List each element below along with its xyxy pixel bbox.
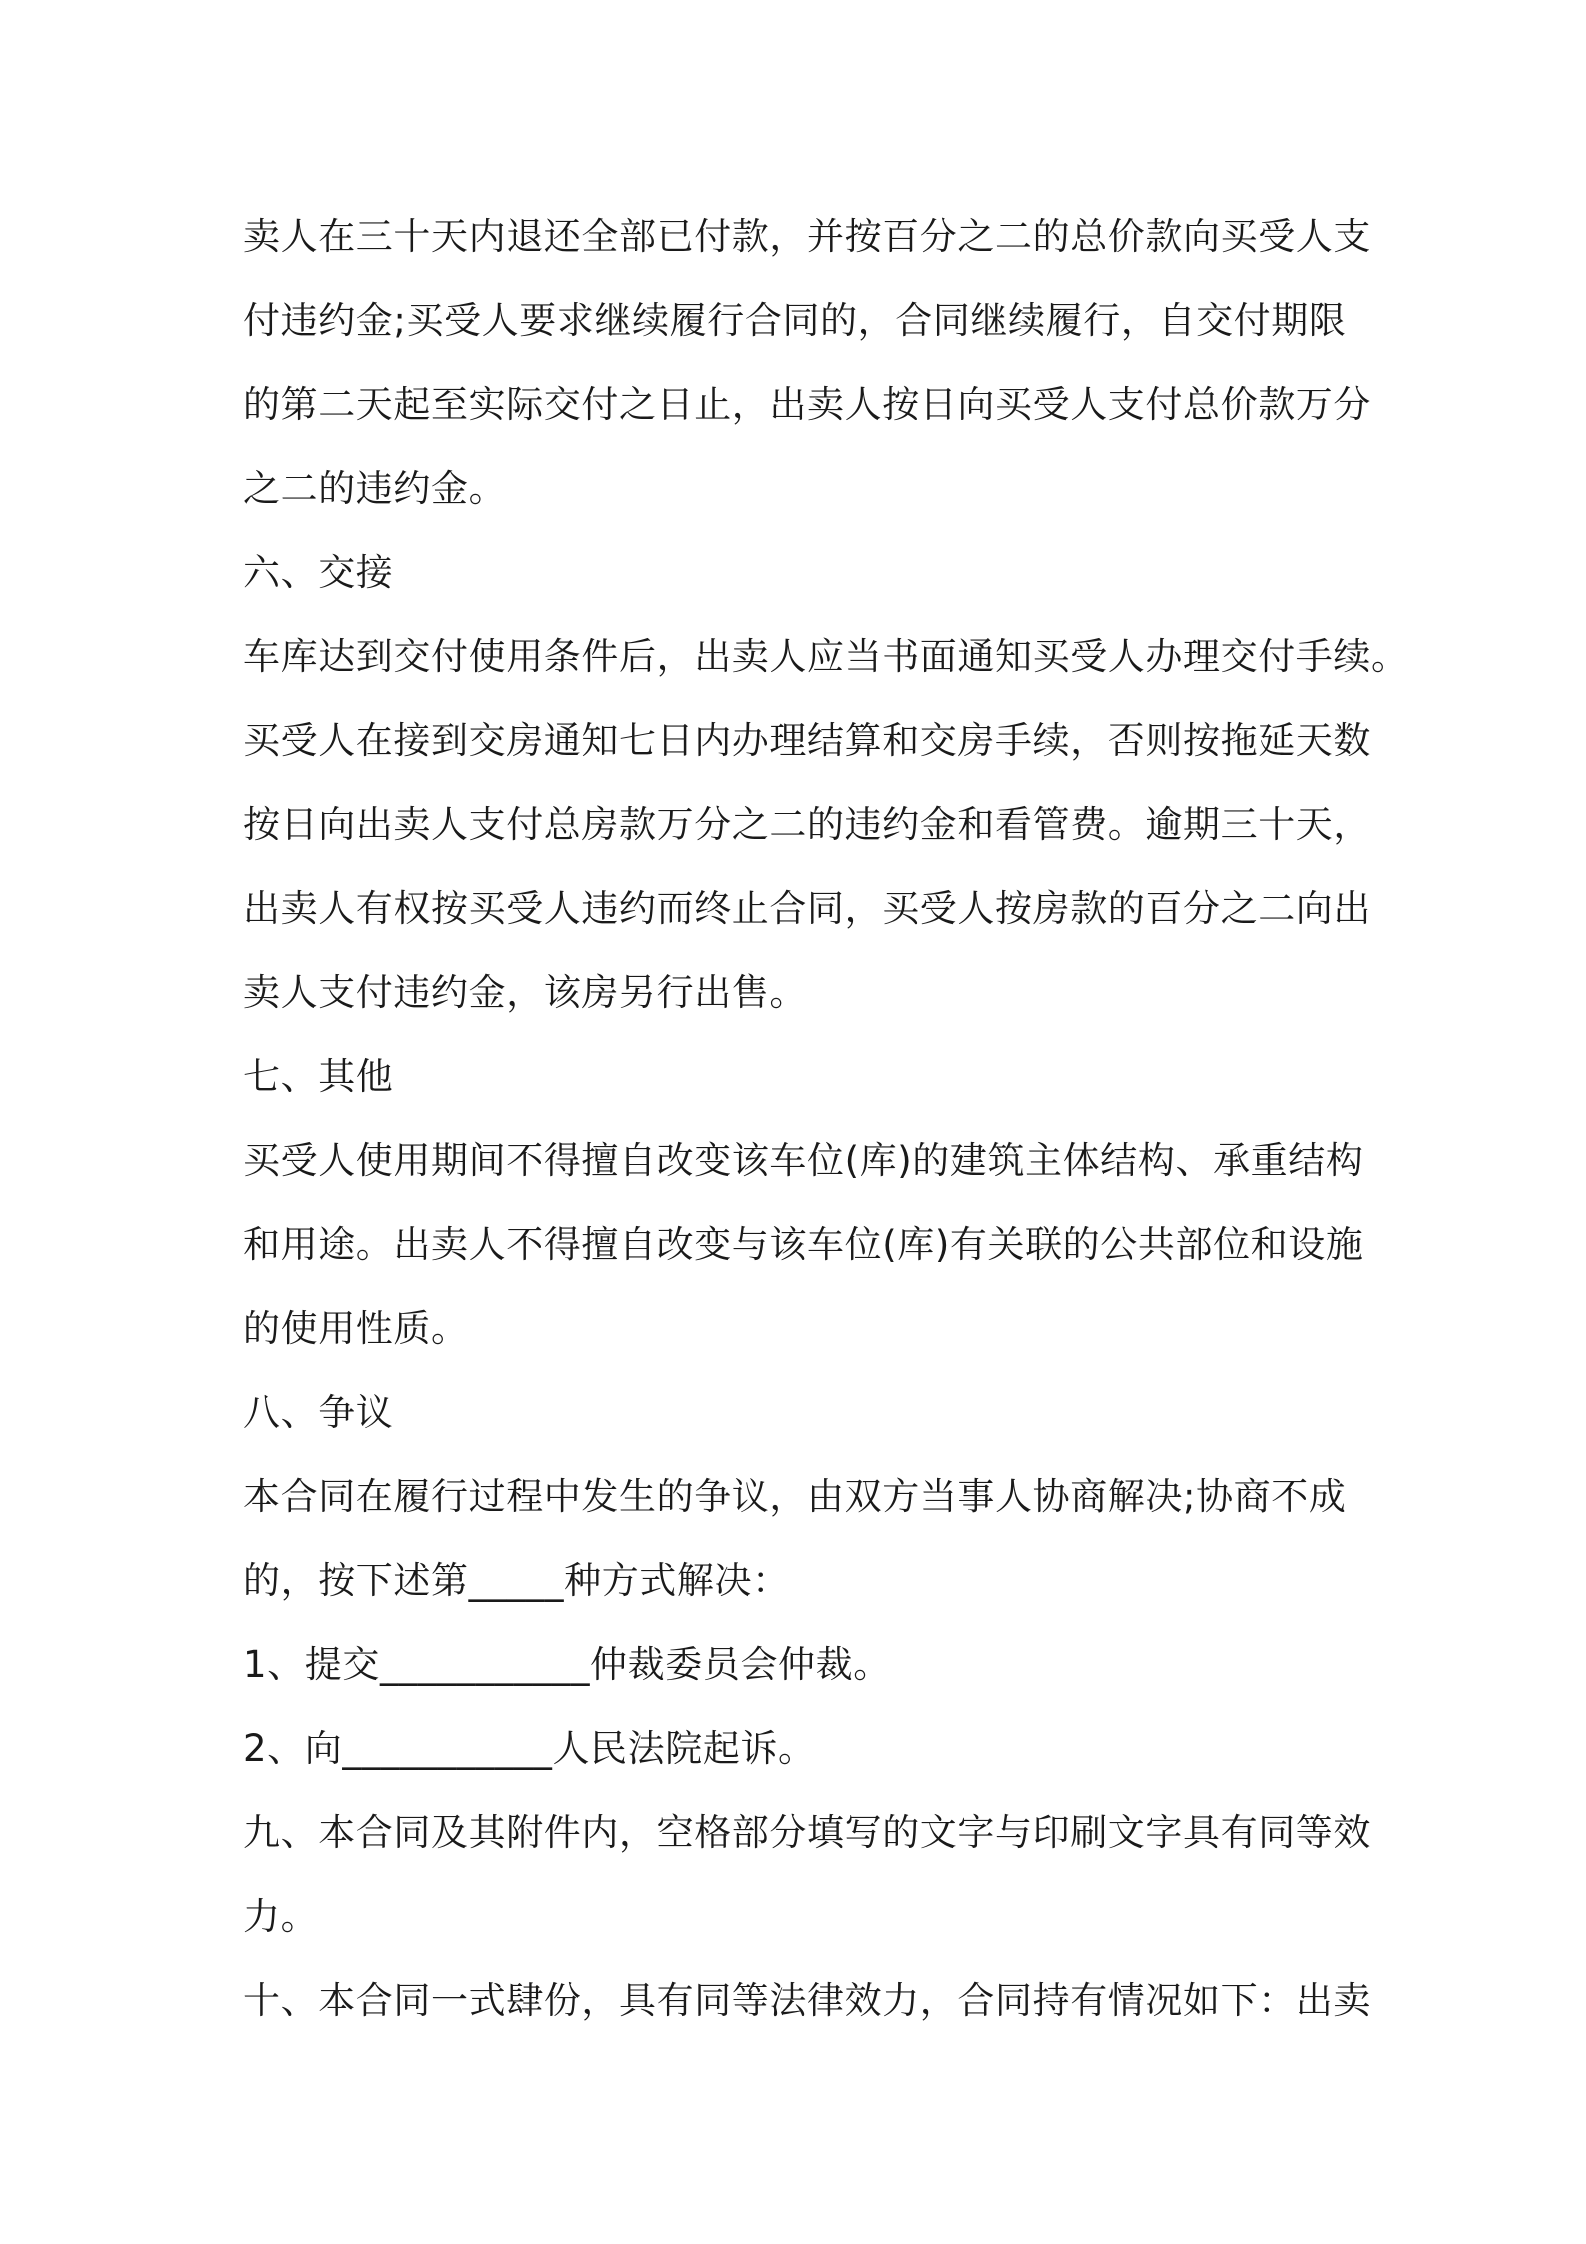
paragraph-line: 买受人使用期间不得擅自改变该车位(库)的建筑主体结构、承重结构 xyxy=(243,1139,1364,1182)
paragraph-line: 之二的违约金。 xyxy=(243,467,507,510)
section-heading: 七、其他 xyxy=(243,1055,394,1098)
paragraph-line: 出卖人有权按买受人违约而终止合同，买受人按房款的百分之二向出 xyxy=(243,887,1371,930)
list-item: 1、提交___________仲裁委员会仲裁。 xyxy=(243,1643,891,1686)
paragraph-line: 的使用性质。 xyxy=(243,1307,469,1350)
paragraph-line: 的，按下述第_____种方式解决： xyxy=(243,1559,790,1602)
section-heading: 六、交接 xyxy=(243,551,394,594)
paragraph-line: 卖人支付违约金，该房另行出售。 xyxy=(243,971,807,1014)
paragraph-line: 买受人在接到交房通知七日内办理结算和交房手续，否则按拖延天数 xyxy=(243,719,1371,762)
paragraph-line: 卖人在三十天内退还全部已付款，并按百分之二的总价款向买受人支 xyxy=(243,215,1371,258)
paragraph-line: 车库达到交付使用条件后，出卖人应当书面通知买受人办理交付手续。 xyxy=(243,635,1409,678)
paragraph-line: 和用途。出卖人不得擅自改变与该车位(库)有关联的公共部位和设施 xyxy=(243,1223,1364,1266)
document-body xyxy=(243,195,1409,2043)
paragraph-line: 力。 xyxy=(243,1895,319,1938)
paragraph-line: 九、本合同及其附件内，空格部分填写的文字与印刷文字具有同等效 xyxy=(243,1811,1371,1854)
paragraph-line: 十、本合同一式肆份，具有同等法律效力，合同持有情况如下：出卖 xyxy=(243,1979,1371,2022)
paragraph-line: 按日向出卖人支付总房款万分之二的违约金和看管费。逾期三十天， xyxy=(243,803,1371,846)
paragraph-line: 付违约金;买受人要求继续履行合同的，合同继续履行，自交付期限 xyxy=(243,299,1347,342)
section-heading: 八、争议 xyxy=(243,1391,394,1434)
list-item: 2、向___________人民法院起诉。 xyxy=(243,1727,816,1770)
paragraph-line: 的第二天起至实际交付之日止，出卖人按日向买受人支付总价款万分 xyxy=(243,383,1371,426)
paragraph-line: 本合同在履行过程中发生的争议，由双方当事人协商解决;协商不成 xyxy=(243,1475,1347,1518)
